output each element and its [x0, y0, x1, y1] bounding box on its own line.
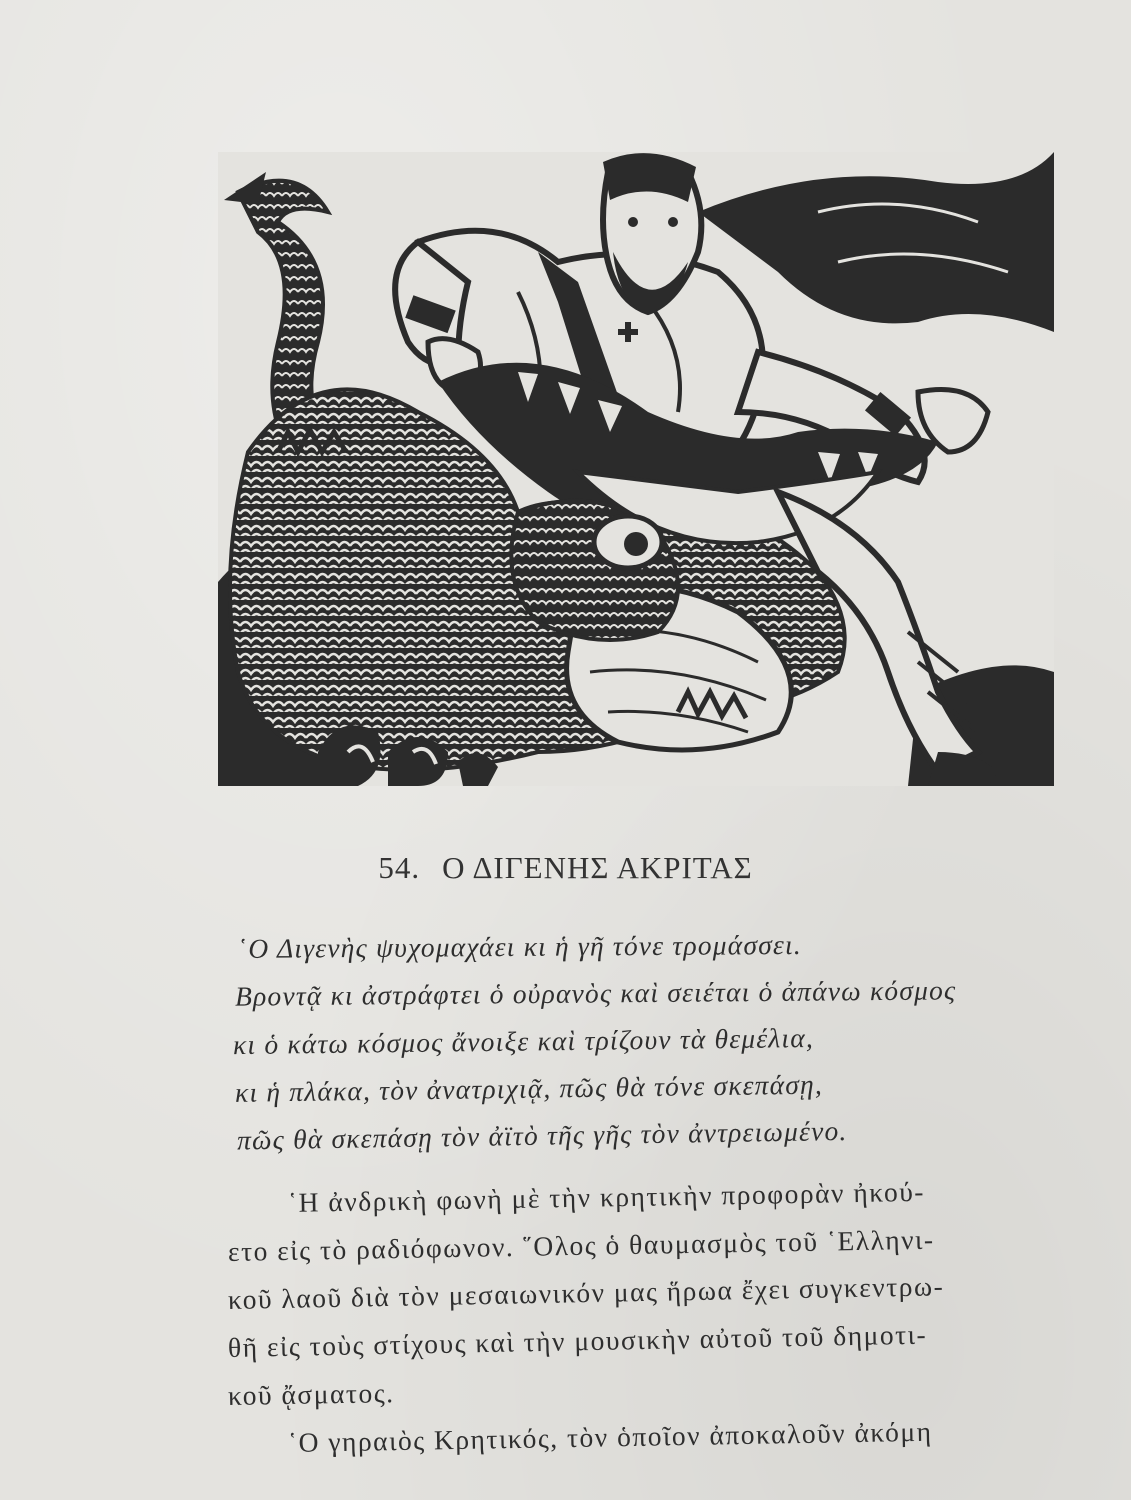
poem-line: Βροντᾷ κι ἀστράφτει ὁ οὐρανὸς καὶ σειέται ὁ ἀπάνω κόσμος [234, 974, 957, 1012]
chapter-title-text: Ο ΔΙΓΕΝΗΣ ΑΚΡΙΤΑΣ [442, 850, 753, 885]
chapter-title [0, 850, 1131, 886]
prose-line: θῆ εἰς τοὺς στίχους καὶ τὴν μουσικὴν αὐτοῦ τοῦ δημοτι- [227, 1318, 928, 1363]
prose-line: ῾Η ἀνδρικὴ φωνὴ μὲ τὴν κρητικὴν προφορὰν ἠκού- [287, 1175, 926, 1218]
prose-line: ετο εἰς τὸ ραδιόφωνον. ῞Ολος ὁ θαυμασμὸς τοῦ ῾Ελληνι- [227, 1223, 935, 1267]
prose-paragraphs [227, 1175, 1074, 1468]
poem-line: κι ὁ κάτω κόσμος ἄνοιξε καὶ τρίζουν τὰ θεμέλια, [232, 1022, 815, 1061]
poem-verses [228, 922, 1068, 1157]
poem-line: ῾Ο Διγενὴς ψυχομαχάει κι ἡ γῆ τόνε τρομάσσει. [237, 928, 802, 964]
prose-line: κοῦ λαοῦ διὰ τὸν μεσαιωνικόν μας ἥρωα ἔχει συγκεντρω- [227, 1270, 945, 1315]
prose-line: κοῦ ᾄσματος. [227, 1377, 395, 1411]
woodcut-illustration [218, 152, 1054, 786]
poem-line: κι ἡ πλάκα, τὸν ἀνατριχιᾷ, πῶς θὰ τόνε σκεπάσῃ, [234, 1068, 824, 1108]
prose-line: ῾Ο γηραιὸς Κρητικός, τὸν ὁποῖον ἀποκαλοῦν ἀκόμη [287, 1415, 933, 1458]
poem-line: πῶς θὰ σκεπάσῃ τὸν ἀϊτὸ τῆς γῆς τὸν ἀντρειωμένο. [236, 1114, 848, 1156]
digenis-dragon-woodcut [218, 152, 1054, 786]
chapter-number: 54. [378, 850, 421, 885]
